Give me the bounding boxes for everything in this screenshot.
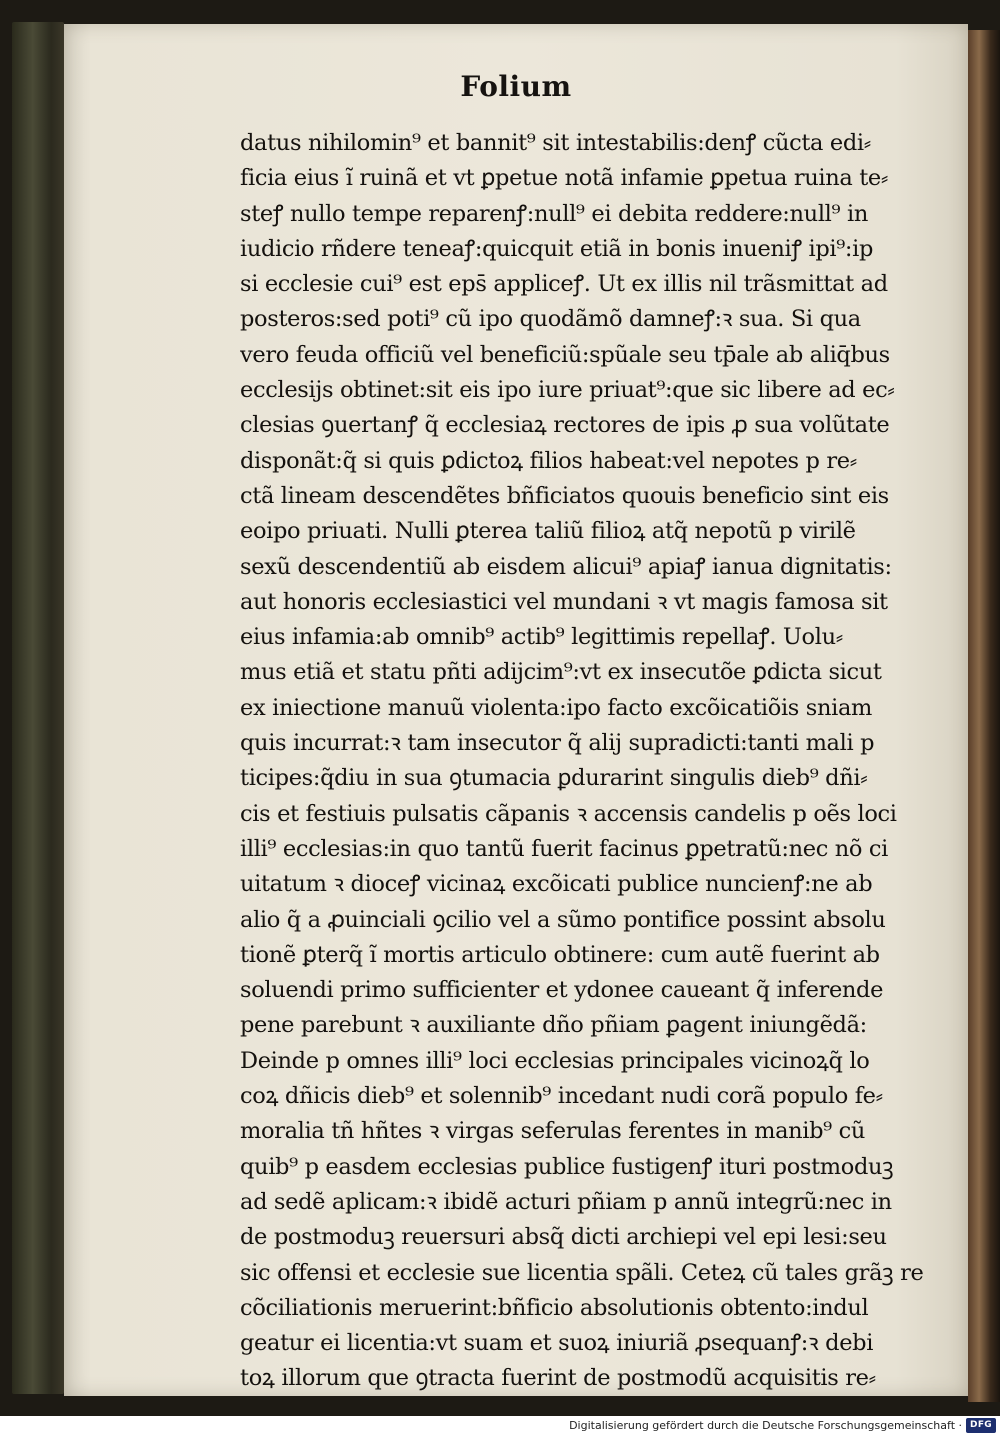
text-line: sexũ descendentiũ ab eisdem alicui⁹ apiaꝭ ianua dignitatis: (240, 553, 892, 580)
text-line: quis incurrat:ꝛ tam insecutor q̃ alij supradicti:tanti mali p (240, 730, 875, 757)
dfg-credit-text: Digitalisierung gefördert durch die Deutsche Forschungsgemeinschaft · (569, 1419, 962, 1432)
text-line: eoipo priuati. Nulli ꝑterea taliũ filioꝝ atq̃ nepotũ p virilẽ (240, 518, 856, 545)
text-line: sic offensi et ecclesie sue licentia spãli. Ceteꝝ cũ tales grãꝫ re (240, 1259, 924, 1286)
text-line: illi⁹ ecclesias:in quo tantũ fuerit facinus ꝑpetratũ:nec nõ ci (240, 835, 889, 862)
text-line: posteros:sed poti⁹ cũ ipo quodãmõ damneꝭ:ꝛ sua. Si qua (240, 306, 861, 333)
text-line: ctã lineam descendẽtes bñficiatos quouis beneficio sint eis (240, 482, 889, 509)
text-line: mus etiã et statu pñti adijcim⁹:vt ex insecutõe ꝑdicta sicut (240, 659, 882, 686)
text-line: tionẽ ꝑterq̃ ĩ mortis articulo obtinere: cum autẽ fuerint ab (240, 941, 880, 968)
text-line: Deinde p omnes illi⁹ loci ecclesias principales vicinoꝝq̃ lo (240, 1047, 870, 1074)
text-line: de postmoduꝫ reuersuri absq̃ dicti archiepi vel epi lesi:seu (240, 1224, 887, 1251)
text-line: cõciliationis meruerint:bñficio absolutionis obtento:indul (240, 1294, 869, 1321)
page-fore-edge (968, 30, 1000, 1402)
text-line: aut honoris ecclesiastici vel mundani ꝛ vt magis famosa sit (240, 588, 888, 615)
text-line: clesias ꝯuertanꝭ q̃ ecclesiaꝝ rectores de ipis ꝓ sua volũtate (240, 412, 890, 439)
text-line: disponãt:q̃ si quis ꝑdictoꝝ filios habeat:vel nepotes p re⸗ (240, 447, 857, 474)
text-line: pene parebunt ꝛ auxiliante dño pñiam ꝑagent iniungẽdã: (240, 1012, 867, 1039)
running-head: Folium (460, 70, 572, 103)
text-line: geatur ei licentia:vt suam et suoꝝ iniuriã ꝓsequanꝭ:ꝛ debi (240, 1330, 874, 1357)
dfg-logo-icon: DFG (966, 1418, 996, 1433)
text-line: toꝝ illorum que ꝯtracta fuerint de postmodũ acquisitis re⸗ (240, 1365, 876, 1392)
text-line: coꝝ dñicis dieb⁹ et solennib⁹ incedant nudi corã populo fe⸗ (240, 1083, 883, 1110)
text-line: alio q̃ a ꝓuinciali ꝯcilio vel a sũmo pontifice possint absolu (240, 906, 886, 933)
text-line: si ecclesie cui⁹ est eps̄ appliceꝭ. Ut ex illis nil trãsmittat ad (240, 271, 888, 298)
text-line: cis et festiuis pulsatis cãpanis ꝛ accensis candelis p oẽs loci (240, 800, 897, 827)
book-binding (12, 22, 64, 1394)
text-line: ticipes:q̃diu in sua ꝯtumacia ꝑdurarint singulis dieb⁹ dñi⸗ (240, 765, 868, 792)
text-line: ficia eius ĩ ruinã et vt ꝑpetue notã infamie ꝑpetua ruina te⸗ (240, 165, 889, 192)
text-line: soluendi primo sufficienter et ydonee caueant q̃ inferende (240, 977, 884, 1004)
book-page (64, 24, 968, 1396)
text-line: vero feuda officiũ vel beneficiũ:spũale seu tp̄ale ab aliq̄bus (240, 341, 890, 368)
text-line: ex iniectione manuũ violenta:ipo facto excõicatiõis sniam (240, 694, 873, 721)
footer-bar (0, 1416, 1000, 1437)
text-line: quib⁹ p easdem ecclesias publice fustigenꝭ ituri postmoduꝫ (240, 1153, 894, 1180)
text-line: steꝭ nullo tempe reparenꝭ:null⁹ ei debita reddere:null⁹ in (240, 200, 868, 227)
text-line: eius infamia:ab omnib⁹ actib⁹ legittimis repellaꝭ. Uolu⸗ (240, 624, 843, 651)
text-line: ad sedẽ aplicam:ꝛ ibidẽ acturi pñiam p annũ integrũ:nec in (240, 1188, 892, 1215)
text-line: ecclesijs obtinet:sit eis ipo iure priuat⁹:que sic libere ad ec⸗ (240, 377, 895, 404)
text-line: moralia tñ hñtes ꝛ virgas seferulas ferentes in manib⁹ cũ (240, 1118, 866, 1145)
text-block (240, 126, 940, 1397)
text-line: iudicio rñdere teneaꝭ:quicquit etiã in bonis inueniꝭ ipi⁹:ip (240, 235, 874, 262)
text-line: datus nihilomin⁹ et bannit⁹ sit intestabilis:denꝭ cũcta edi⸗ (240, 130, 871, 156)
text-line: uitatum ꝛ dioceꝭ vicinaꝝ excõicati publice nuncienꝭ:ne ab (240, 871, 873, 898)
